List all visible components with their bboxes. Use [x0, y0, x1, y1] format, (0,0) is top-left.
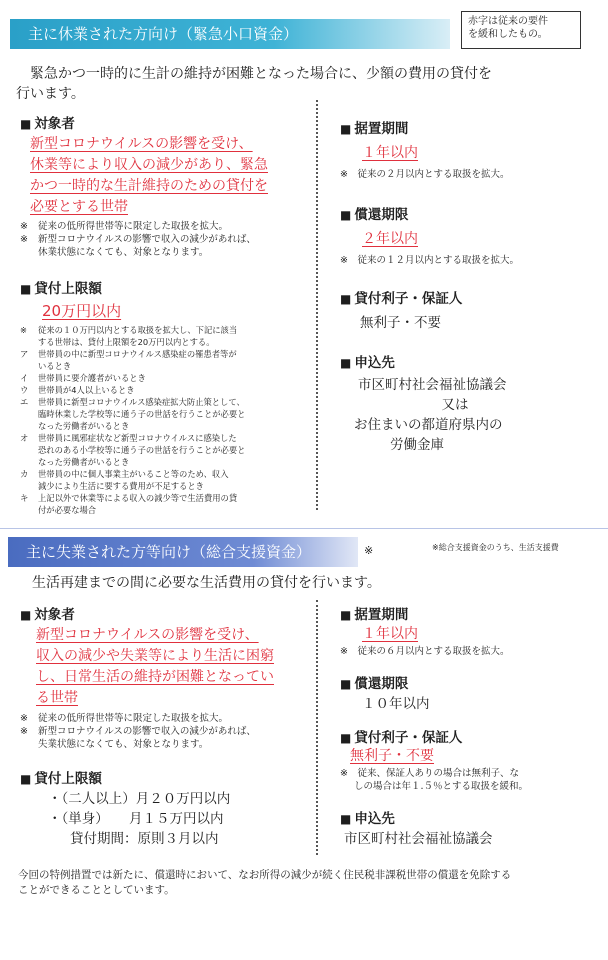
note-text: 世帯員の中に個人事業主がいること等のため、収入: [38, 469, 229, 479]
note-mark: [20, 738, 38, 751]
section2-banner-mark: ※: [364, 544, 374, 557]
interest-notes: [340, 767, 602, 793]
note-text: 世帯員に要介護者がいるとき: [38, 373, 146, 383]
column-divider: [316, 100, 318, 510]
target-red-line: 新型コロナウイルスの影響を受け、: [30, 136, 253, 152]
note-text: 上記以外で休業等による収入の減少等で生活費用の貸: [38, 493, 238, 503]
section2-banner-title: 主に失業された方等向け（総合支援資金）: [26, 543, 312, 561]
limit-heading: ■ 貸付上限額: [20, 277, 310, 297]
repay-red: ２年以内: [362, 231, 418, 247]
note-mark: [20, 408, 38, 420]
repay-note: ※ 従来の１２月以内とする取扱を拡大。: [340, 255, 519, 266]
note-mark: ※: [20, 726, 28, 737]
column-divider: [316, 600, 318, 855]
apply-line: お住まいの都道府県内の: [354, 417, 503, 433]
legend-note-line: を緩和したもの。: [468, 29, 548, 40]
deferment-red: １年以内: [362, 626, 418, 642]
note-text: 世帯員に風邪症状など新型コロナウイルスに感染した: [38, 433, 237, 443]
note-mark: [20, 246, 38, 259]
note-mark: オ: [20, 433, 29, 443]
note-mark: [20, 360, 38, 372]
legend-note-box: [461, 11, 581, 49]
limit-line: 貸付期間：原則３月以内: [70, 831, 219, 847]
note-text: する世帯は、貸付上限額を20万円以内とする。: [38, 337, 215, 347]
section2-note: ※総合支援資金のうち、生活支援費: [432, 543, 559, 552]
section1-left-column: [20, 112, 310, 516]
apply-line: 市区町村社会福祉協議会: [358, 377, 507, 393]
section1-banner: [10, 19, 450, 49]
limit-lines: [48, 789, 310, 849]
note-text: いるとき: [38, 361, 72, 371]
note-text: 休業状態になくても、対象となります。: [38, 247, 209, 258]
legend-note-line: 赤字は従来の要件: [468, 16, 548, 27]
deferment-heading: ■ 据置期間: [340, 603, 602, 623]
note-mark: [20, 480, 38, 492]
note-text: 従来の１０万円以内とする取扱を拡大し、下記に該当: [38, 325, 238, 335]
deferment-red: １年以内: [362, 145, 418, 161]
apply-line: 又は: [441, 397, 469, 413]
apply-line: 労働金庫: [390, 437, 444, 453]
note-mark: ア: [20, 349, 29, 359]
limit-red-amount: 20万円以内: [42, 302, 122, 320]
intro-line: 行います。: [16, 86, 85, 102]
limit-notes: [20, 324, 310, 516]
target-red-line: し、日常生活の維持が困難となってい: [36, 669, 274, 685]
note-text: なった労働者がいるとき: [38, 457, 130, 467]
repay-text: １０年以内: [362, 696, 430, 712]
target-red-line: 新型コロナウイルスの影響を受け、: [36, 627, 259, 643]
note-text: 世帯員に新型コロナウイルス感染症拡大防止策として、: [38, 397, 245, 407]
repay-heading: ■ 償還期限: [340, 203, 600, 223]
target-notes: [20, 712, 310, 751]
note-text: 付が必要な場合: [38, 505, 97, 515]
repay-heading: ■ 償還期限: [340, 672, 602, 692]
note-mark: [20, 456, 38, 468]
note-mark: キ: [20, 493, 29, 503]
interest-heading: ■ 貸付利子・保証人: [340, 287, 600, 307]
target-red-line: 休業等により収入の減少があり、緊急: [30, 157, 268, 173]
note-text: 新型コロナウイルスの影響で収入の減少があれば、: [38, 726, 256, 737]
note-mark: カ: [20, 469, 29, 479]
section2-right-column: [340, 603, 602, 849]
footer-note: [18, 868, 598, 898]
target-red-line: る世帯: [36, 690, 78, 706]
section1-intro: [16, 64, 590, 104]
intro-line: 緊急かつ一時的に生計の維持が困難となった場合に、少額の費用の貸付を: [30, 66, 492, 82]
note-mark: ※: [20, 221, 28, 232]
limit-line: ・（単身） 月１５万円以内: [48, 811, 224, 827]
note-mark: エ: [20, 397, 29, 407]
target-red-line: かつ一時的な生計維持のための貸付を: [30, 178, 268, 194]
target-red-text: [36, 625, 310, 709]
apply-lines: [340, 375, 570, 455]
note-mark: [20, 420, 38, 432]
note-text: 従来の低所得世帯等に限定した取扱を拡大。: [38, 221, 229, 232]
note-mark: [20, 444, 38, 456]
deferment-note: ※ 従来の６月以内とする取扱を拡大。: [340, 646, 510, 657]
section2-banner: [8, 537, 358, 567]
note-text: 新型コロナウイルスの影響で収入の減少があれば、: [38, 234, 256, 245]
section1-right-column: [340, 117, 600, 455]
note-text: 臨時休業した学校等に通う子の世話を行うことが必要と: [38, 409, 246, 419]
target-red-text: [30, 134, 310, 218]
limit-line: ・（二人以上）月２０万円以内: [48, 791, 231, 807]
deferment-note: ※ 従来の２月以内とする取扱を拡大。: [340, 169, 510, 180]
target-heading: ■ 対象者: [20, 603, 310, 623]
apply-heading: ■ 申込先: [340, 351, 600, 371]
note-mark: ※: [20, 325, 27, 335]
note-text: 減少により生活に要する費用が不足するとき: [38, 481, 204, 491]
interest-note-line: しの場合は年１.５％とする取扱を緩和。: [354, 781, 529, 792]
section2-left-column: [20, 603, 310, 849]
interest-red: 無利子・不要: [350, 748, 434, 764]
section-separator: [0, 528, 608, 529]
target-red-line: 必要とする世帯: [30, 199, 128, 215]
target-red-line: 収入の減少や失業等により生活に困窮: [36, 648, 274, 664]
note-mark: ※: [20, 713, 28, 724]
footer-line: 今回の特例措置では新たに、償還時において、なお所得の減少が続く住民税非課税世帯の償還を免除する: [18, 869, 512, 881]
section1-banner-title: 主に休業された方向け（緊急小口資金）: [28, 25, 299, 43]
note-text: 世帯員の中に新型コロナウイルス感染症の罹患者等が: [38, 349, 237, 359]
apply-heading: ■ 申込先: [340, 807, 602, 827]
note-text: 世帯員が4人以上いるとき: [38, 385, 135, 395]
note-text: 恐れのある小学校等に通う子の世話を行うことが必要と: [38, 445, 246, 455]
apply-text: 市区町村社会福祉協議会: [344, 831, 493, 847]
note-mark: ウ: [20, 385, 29, 395]
interest-heading: ■ 貸付利子・保証人: [340, 726, 602, 746]
note-text: 従来の低所得世帯等に限定した取扱を拡大。: [38, 713, 229, 724]
deferment-heading: ■ 据置期間: [340, 117, 600, 137]
note-text: なった労働者がいるとき: [38, 421, 130, 431]
note-mark: イ: [20, 373, 29, 383]
note-text: 失業状態になくても、対象となります。: [38, 739, 209, 750]
footer-line: ことができることとしています。: [18, 884, 175, 896]
interest-text: 無利子・不要: [360, 315, 441, 331]
note-mark: [20, 336, 38, 348]
note-mark: ※: [20, 234, 28, 245]
interest-note-line: ※ 従来、保証人ありの場合は無利子、な: [340, 768, 519, 779]
section2-intro: 生活再建までの間に必要な生活費用の貸付を行います。: [32, 575, 381, 591]
target-heading: ■ 対象者: [20, 112, 310, 132]
note-mark: [20, 504, 38, 516]
target-notes: [20, 220, 310, 259]
limit-heading: ■ 貸付上限額: [20, 767, 310, 787]
